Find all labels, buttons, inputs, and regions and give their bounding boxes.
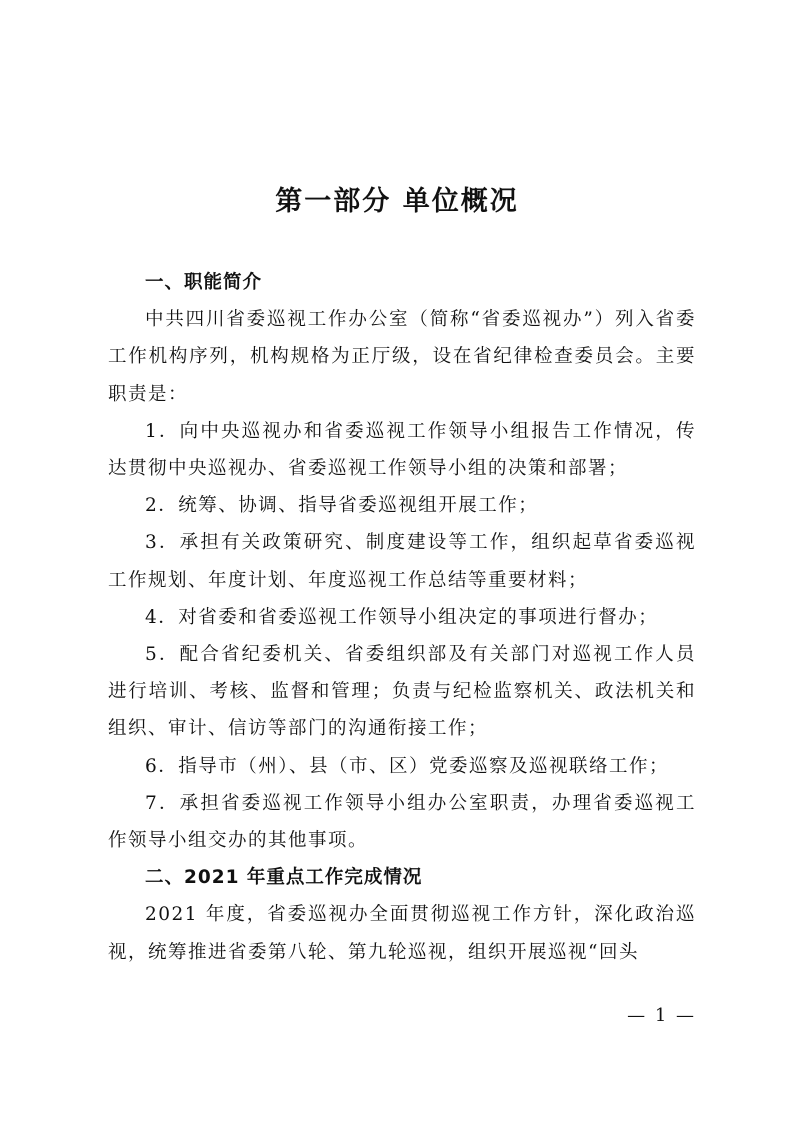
paragraph-duty-5: 5．配合省纪委机关、省委组织部及有关部门对巡视工作人员进行培训、考核、监督和管理；负责与纪检监察机关、政法机关和组织、审计、信访等部门的沟通衔接工作； <box>108 644 696 740</box>
paragraph-duty-1: 1．向中央巡视办和省委巡视工作领导小组报告工作情况，传达贯彻中央巡视办、省委巡视工作领导小组的决策和部署； <box>108 420 696 480</box>
page-title: 第一部分 单位概况 <box>275 186 519 217</box>
paragraph-duty-4: 4．对省委和省委巡视工作领导小组决定的事项进行督办； <box>145 606 659 628</box>
paragraph-duty-2: 2．统筹、协调、指导省委巡视组开展工作； <box>145 495 539 517</box>
paragraph-duty-6: 6．指导市（州）、县（市、区）党委巡察及巡视联络工作； <box>145 755 670 777</box>
section-heading-key-work: 二、2021 年重点工作完成情况 <box>145 867 423 889</box>
paragraph-duty-7: 7．承担省委巡视工作领导小组办公室职责，办理省委巡视工作领导小组交办的其他事项。 <box>108 792 696 852</box>
paragraph-intro: 中共四川省委巡视工作办公室（简称“省委巡视办”）列入省委工作机构序列，机构规格为正厅级，设在省纪律检查委员会。主要职责是： <box>108 309 696 405</box>
document-body <box>108 264 696 971</box>
page-number: — 1 — <box>627 1005 696 1026</box>
paragraph-key-work: 2021 年度，省委巡视办全面贯彻巡视工作方针，深化政治巡视，统筹推进省委第八轮、第九轮巡视，组织开展巡视“回头 <box>108 904 696 963</box>
paragraph-duty-3: 3．承担有关政策研究、制度建设等工作，组织起草省委巡视工作规划、年度计划、年度巡视工作总结等重要材料； <box>108 532 696 591</box>
section-heading-functions: 一、职能简介 <box>145 272 263 293</box>
